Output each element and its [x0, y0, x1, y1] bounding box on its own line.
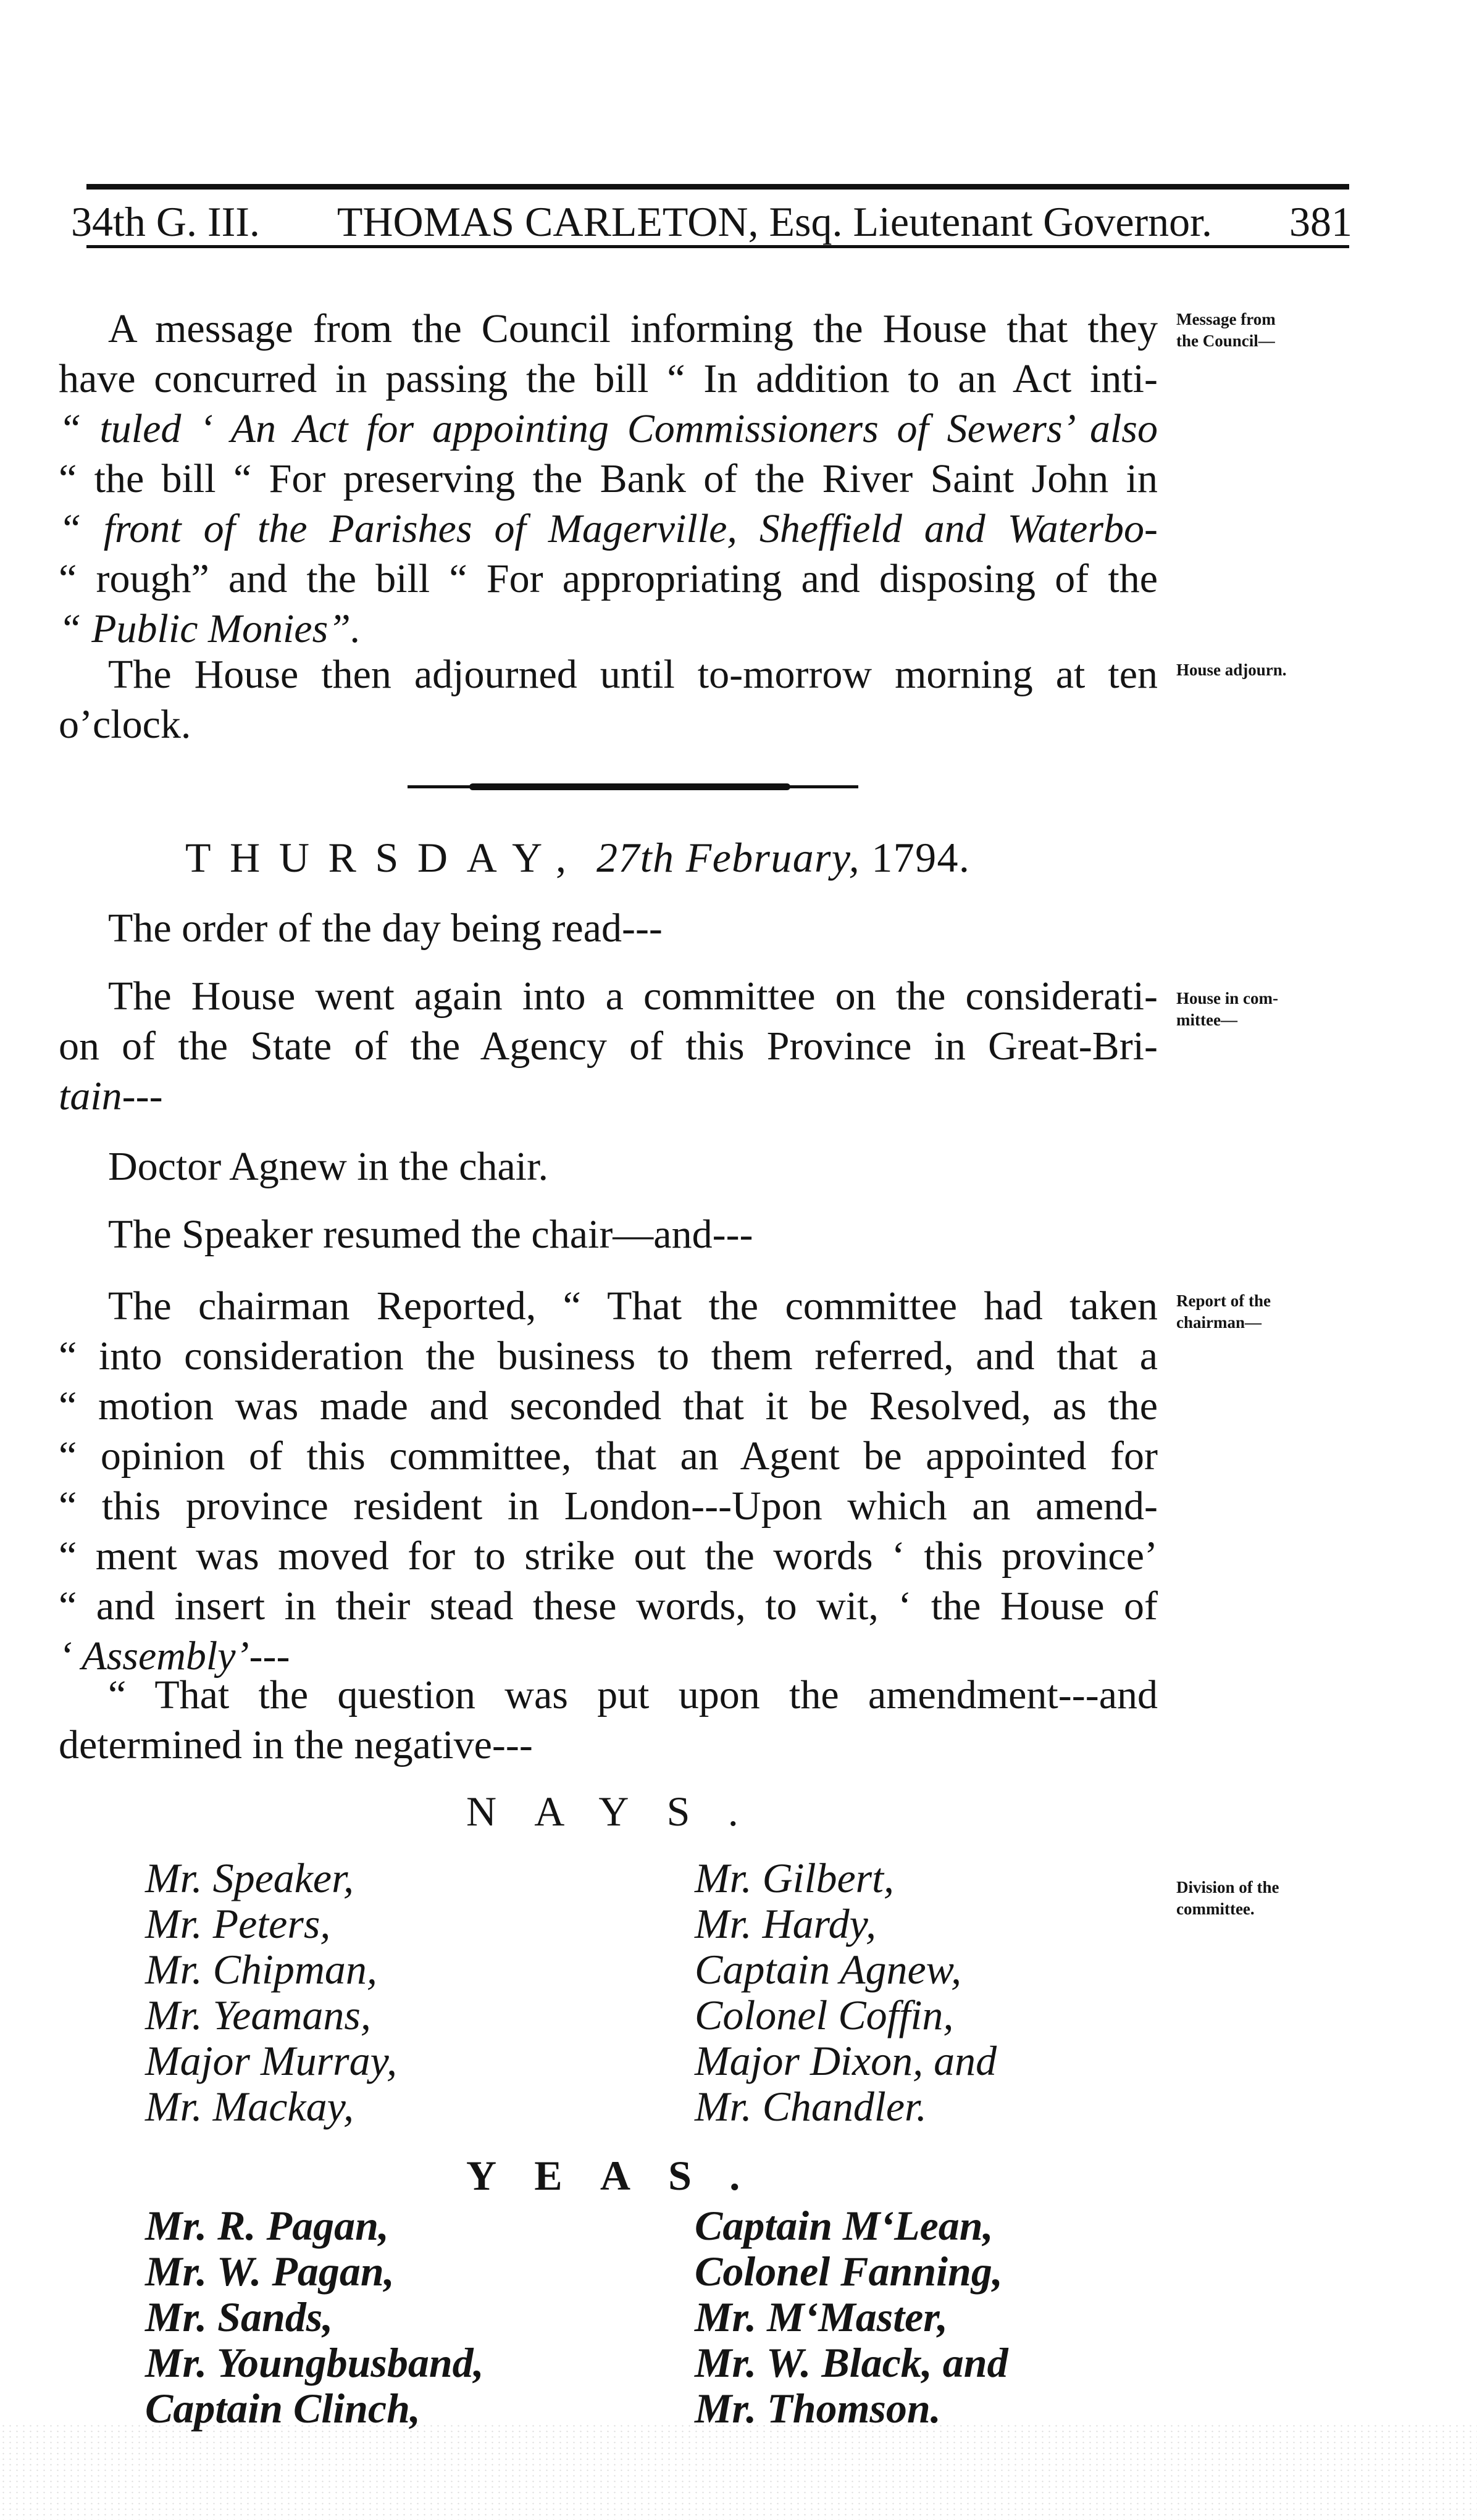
text-line: “ rough” and the bill “ For appropriating and disposing of the: [59, 556, 1158, 601]
text-line: “ and insert in their stead these words, to wit, ‘ the House of: [59, 1583, 1158, 1629]
nays-left-column: [145, 1855, 397, 2129]
yeas-right-column: [695, 2203, 1008, 2431]
committee-paragraph: [59, 971, 1158, 1121]
vote-name: Mr. Hardy,: [695, 1900, 877, 1947]
text-line: The House then adjourned until to-morrow morning at ten: [108, 652, 1158, 697]
speaker-line: The Speaker resumed the chair—and---: [108, 1212, 753, 1257]
text-line: “ ment was moved for to strike out the words ‘ this province’: [59, 1533, 1158, 1579]
vote-name: Captain M‘Lean,: [695, 2202, 994, 2249]
margin-note-report: Report of the chairman—: [1176, 1291, 1271, 1332]
margin-note-division: Division of the committee.: [1176, 1878, 1279, 1918]
vote-name: Mr. Sands,: [145, 2293, 333, 2340]
running-header: [71, 198, 1352, 246]
text-line: determined in the negative---: [59, 1722, 533, 1767]
text-line: The chairman Reported, “ That the committee had taken: [108, 1283, 1158, 1329]
text-line: “ That the question was put upon the amendment---and: [108, 1672, 1158, 1717]
vote-name: Major Dixon, and: [695, 2037, 997, 2084]
text-line: “ Public Monies”.: [59, 606, 361, 651]
text-line: “ the bill “ For preserving the Bank of the River Saint John in: [59, 456, 1158, 501]
vote-name: Mr. W. Pagan,: [145, 2248, 395, 2295]
vote-name: Captain Agnew,: [695, 1946, 961, 1993]
header-rule-top: [86, 184, 1349, 190]
day-date: 27th February,: [596, 834, 861, 881]
text-line: o’clock.: [59, 702, 191, 747]
day-heading: [185, 833, 970, 882]
vote-name: Mr. M‘Master,: [695, 2293, 948, 2340]
text-line: “ this province resident in London---Upon which an amend-: [59, 1483, 1158, 1529]
margin-note-adjourn: House adjourn.: [1176, 661, 1287, 679]
text-line: “ into consideration the business to them referred, and that a: [59, 1333, 1158, 1379]
nays-heading: NAYS.: [466, 1788, 776, 1835]
margin-note-committee: House in com- mittee—: [1176, 989, 1278, 1029]
vote-name: Mr. Peters,: [145, 1900, 331, 1947]
text-line: The House went again into a committee on the considerati-: [108, 974, 1158, 1019]
text-line: on of the State of the Agency of this Province in Great-Bri-: [59, 1024, 1158, 1069]
vote-name: Mr. Chandler.: [695, 2083, 927, 2130]
vote-name: Mr. Thomson.: [695, 2385, 941, 2432]
vote-name: Colonel Coffin,: [695, 1992, 954, 2038]
day-name: THURSDAY,: [185, 834, 585, 881]
text-line: “ motion was made and seconded that it be Resolved, as the: [59, 1383, 1158, 1429]
text-line: tain---: [59, 1074, 163, 1119]
text-line: “ tuled ‘ An Act for appointing Commissioners of Sewers’ also: [59, 406, 1158, 451]
question-paragraph: [59, 1670, 1158, 1770]
vote-name: Mr. Gilbert,: [695, 1855, 894, 1901]
text-line: “ front of the Parishes of Magerville, Sheffield and Waterbo-: [59, 506, 1158, 551]
vote-name: Mr. Youngbusband,: [145, 2339, 484, 2386]
text-line: A message from the Council informing the House that they: [108, 306, 1158, 351]
text-line: have concurred in passing the bill “ In addition to an Act inti-: [59, 356, 1158, 401]
message-paragraph: [59, 304, 1158, 654]
nays-right-column: [695, 1855, 997, 2129]
vote-name: Major Murray,: [145, 2037, 397, 2084]
adjourn-paragraph: [59, 649, 1158, 749]
section-divider-thick: [469, 783, 790, 790]
text-line: “ opinion of this committee, that an Agent be appointed for: [59, 1433, 1158, 1479]
day-year: 1794.: [871, 834, 971, 881]
header-title: THOMAS CARLETON, Esq. Lieutenant Governor.: [337, 198, 1213, 245]
header-left: 34th G. III.: [71, 198, 260, 245]
text-line: ‘ Assembly’---: [59, 1633, 290, 1679]
doctor-line: Doctor Agnew in the chair.: [108, 1144, 548, 1189]
report-paragraph: [59, 1281, 1158, 1681]
vote-name: Colonel Fanning,: [695, 2248, 1003, 2295]
vote-name: Captain Clinch,: [145, 2385, 421, 2432]
order-line: The order of the day being read---: [108, 906, 663, 951]
vote-name: Mr. W. Black, and: [695, 2339, 1008, 2386]
vote-name: Mr. Speaker,: [145, 1855, 354, 1901]
yeas-heading: YEAS.: [466, 2152, 778, 2199]
page-edge-speckle: [0, 2423, 1477, 2520]
margin-note-message: Message from the Council—: [1176, 310, 1276, 350]
yeas-left-column: [145, 2203, 484, 2431]
vote-name: Mr. Chipman,: [145, 1946, 377, 1993]
page-number: 381: [1289, 198, 1352, 245]
vote-name: Mr. R. Pagan,: [145, 2202, 389, 2249]
vote-name: Mr. Mackay,: [145, 2083, 354, 2130]
vote-name: Mr. Yeamans,: [145, 1992, 371, 2038]
